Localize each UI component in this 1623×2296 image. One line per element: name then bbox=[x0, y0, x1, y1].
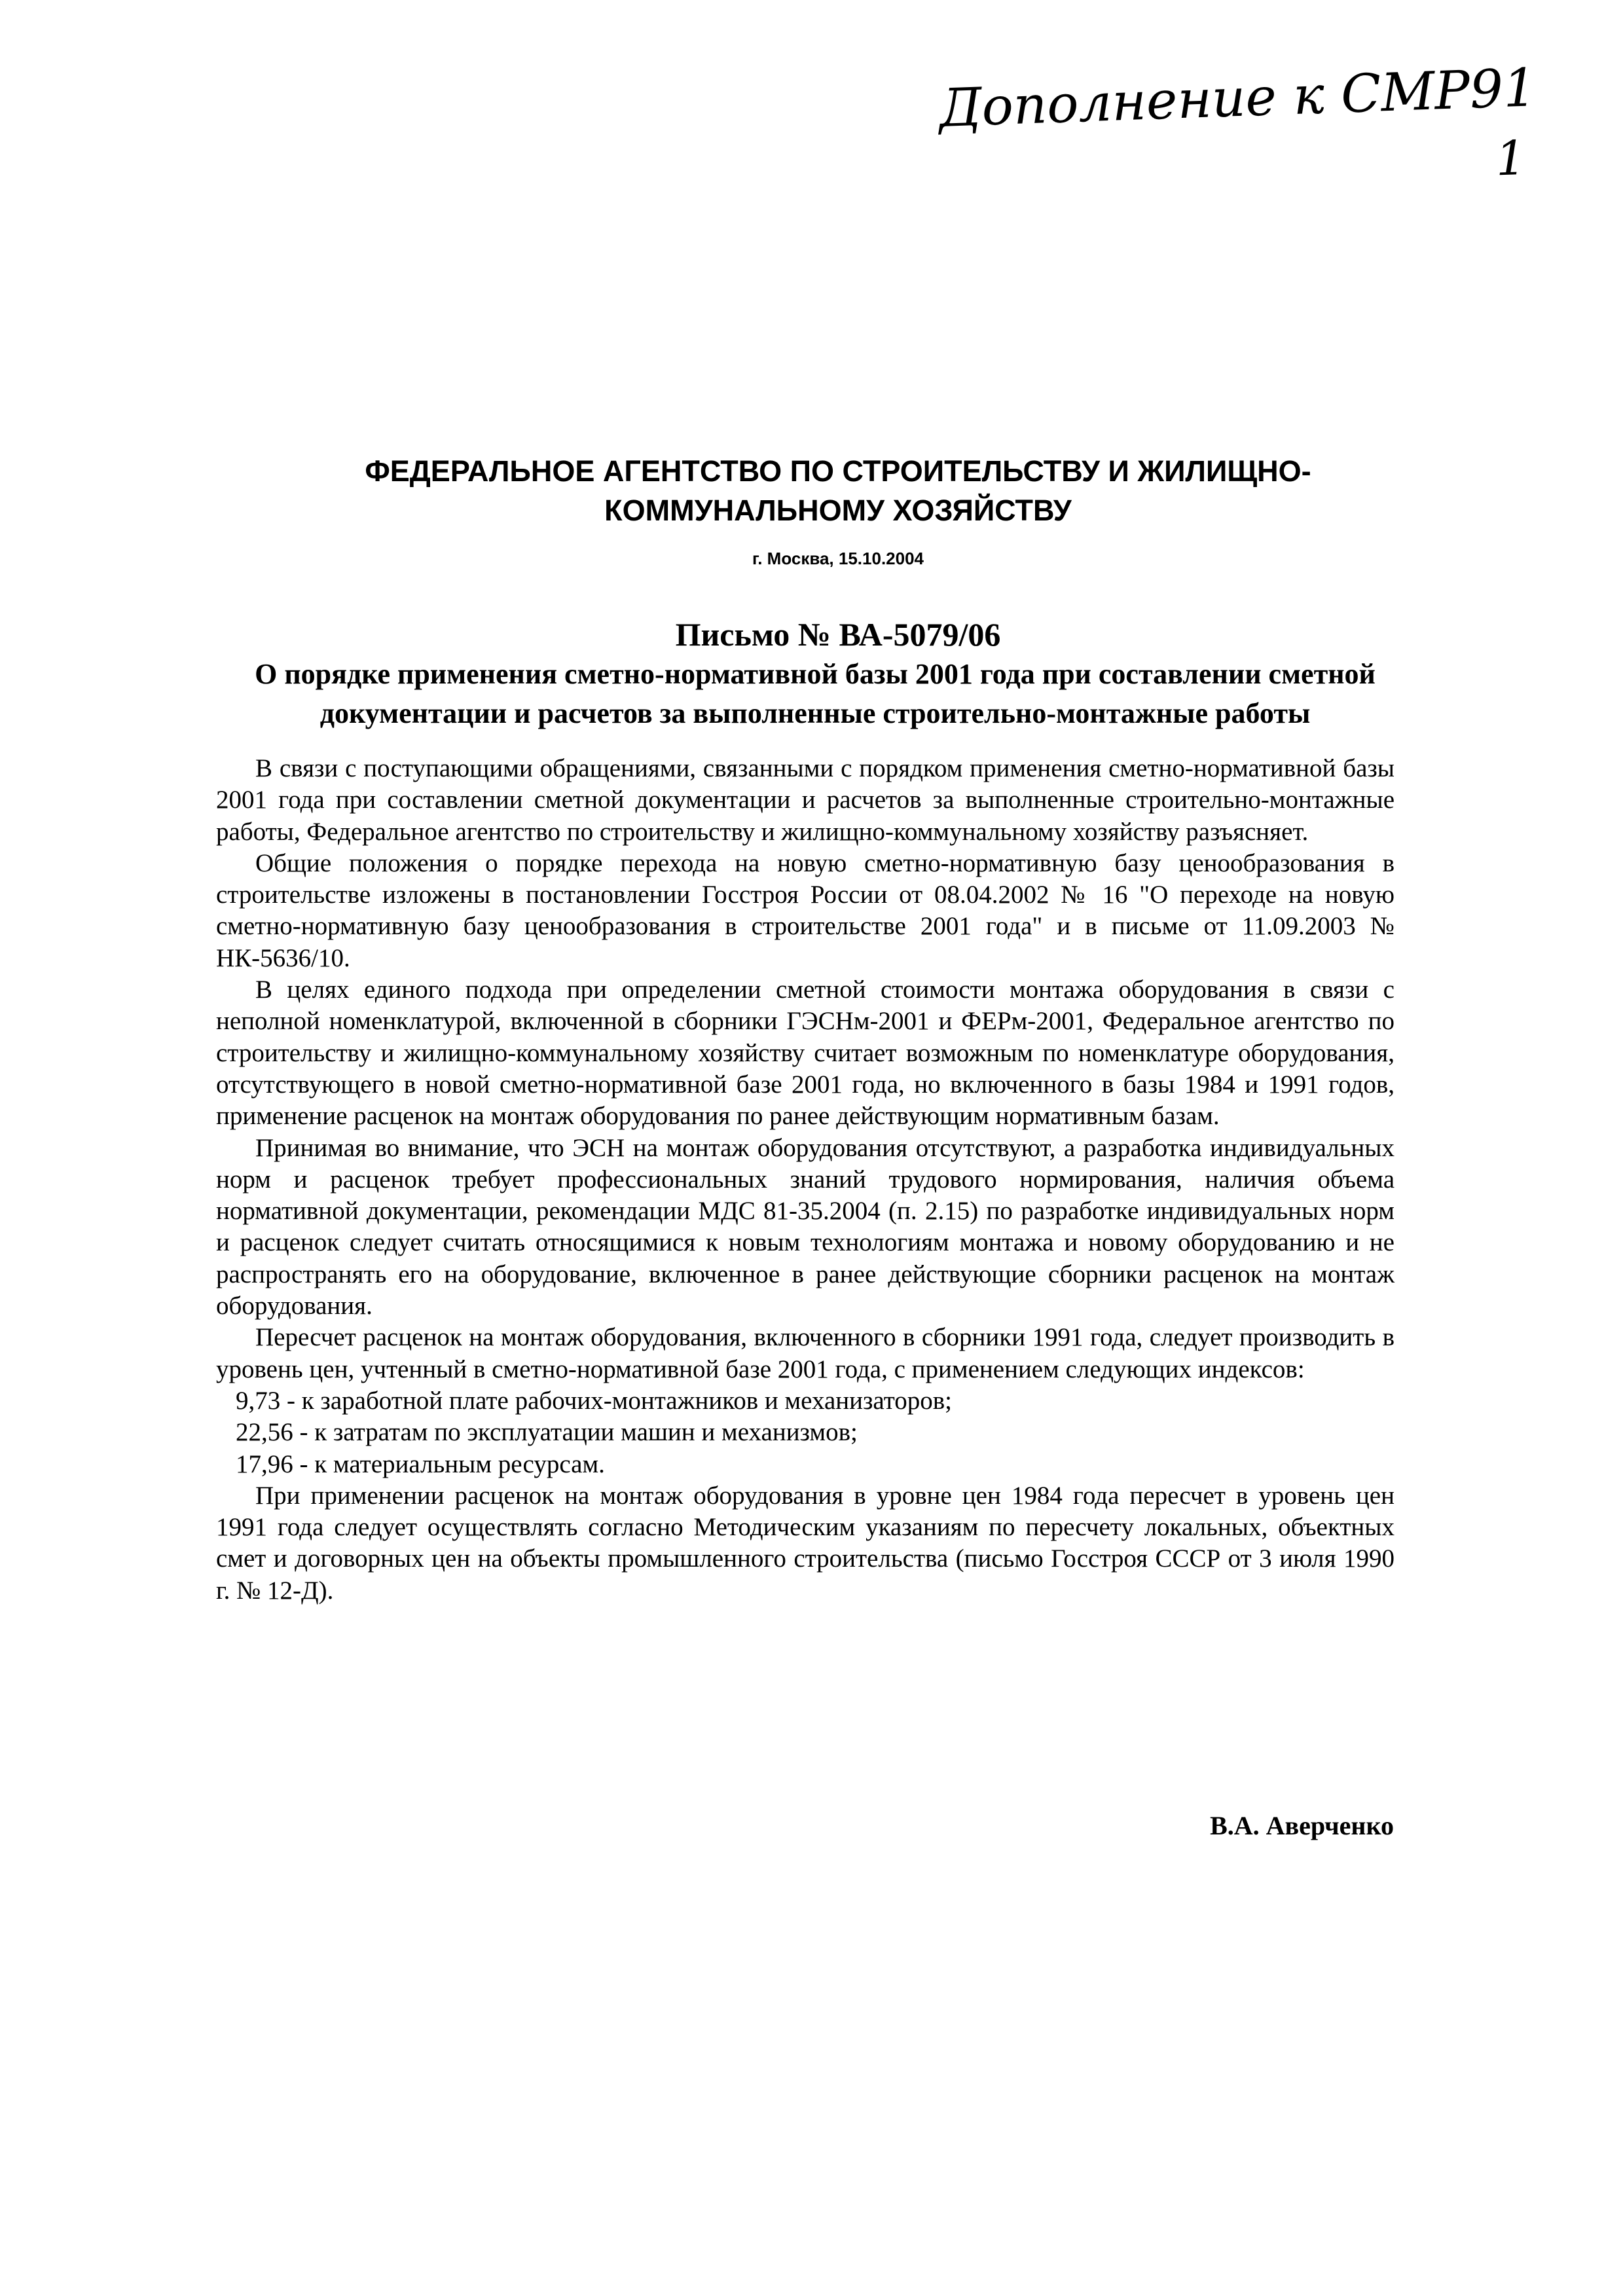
handwritten-note: Дополнение к СМР91 bbox=[938, 57, 1538, 139]
letter-body bbox=[216, 753, 1395, 1607]
paragraph-5: Пересчет расценок на монтаж оборудования, включенного в сборники 1991 года, следует производить в уровень цен, учтенный в сметно-нормативной базе 2001 года, с применением следующих индексов: bbox=[216, 1323, 1395, 1383]
paragraph-2: Общие положения о порядке перехода на новую сметно-нормативную базу ценообразования в строительстве изложены в постановлении Госстроя России от 08.04.2002 № 16 "О переходе на новую сметно-нормативную базу ценообразования в строительстве 2001 года" и в письме от 11.09.2003 № НК-5636/10. bbox=[216, 848, 1395, 972]
paragraph-4: Принимая во внимание, что ЭСН на монтаж оборудования отсутствуют, а разработка индивидуальных норм и расценок требует профессиональных знаний трудового нормирования, наличия объема нормативной документации, рекомендации МДС 81-35.2004 (п. 2.15) по разработке индивидуальных норм и расценок следует считать относящимися к новым технологиям монтажа и новому оборудованию и не распространять его на оборудование, включенное в ранее действующие сборники расценок на монтаж оборудования. bbox=[216, 1133, 1395, 1321]
signature: В.А. Аверченко bbox=[1210, 1811, 1394, 1840]
paragraph-3: В целях единого подхода при определении сметной стоимости монтажа оборудования в связи с неполной номенклатурой, включенной в сборники ГЭСНм-2001 и ФЕРм-2001, Федеральное агентство по строительству и жилищно-коммунальному хозяйству считает возможным по номенклатуре оборудования, отсутствующего в новой сметно-нормативной базе 2001 года, но включенного в базы 1984 и 1991 годов, применение расценок на монтаж оборудования по ранее действующим нормативным базам. bbox=[216, 975, 1395, 1131]
handwritten-page-number: 1 bbox=[1495, 130, 1527, 187]
place-date: г. Москва, 15.10.2004 bbox=[752, 549, 924, 568]
index-item-1: 9,73 - к заработной плате рабочих-монтажников и механизаторов; bbox=[236, 1386, 952, 1415]
handwritten-annotation bbox=[938, 57, 1540, 202]
letter-number: Письмо № ВА-5079/06 bbox=[675, 616, 1001, 653]
paragraph-6: При применении расценок на монтаж оборудования в уровне цен 1984 года пересчет в уровень цен 1991 года следует осуществлять согласно Методическим указаниям по пересчету локальных, объектных смет и договорных цен на объекты промышленного строительства (письмо Госстроя СССР от 3 июля 1990 г. № 12-Д). bbox=[216, 1481, 1395, 1605]
agency-title: ФЕДЕРАЛЬНОЕ АГЕНТСТВО ПО СТРОИТЕЛЬСТВУ И ЖИЛИЩНО-КОММУНАЛЬНОМУ ХОЗЯЙСТВУ bbox=[365, 454, 1311, 527]
index-item-3: 17,96 - к материальным ресурсам. bbox=[236, 1449, 605, 1478]
index-item-2: 22,56 - к затратам по эксплуатации машин и механизмов; bbox=[236, 1418, 858, 1447]
paragraph-1: В связи с поступающими обращениями, связанными с порядком применения сметно-нормативной базы 2001 года при составлении сметной документации и расчетов за выполненные строительно-монтажные работы, Федеральное агентство по строительству и жилищно-коммунальному хозяйству разъясняет. bbox=[216, 754, 1395, 846]
letter-subject: О порядке применения сметно-нормативной базы 2001 года при составлении сметной документации и расчетов за выполненные строительно-монтажные работы bbox=[255, 658, 1376, 729]
